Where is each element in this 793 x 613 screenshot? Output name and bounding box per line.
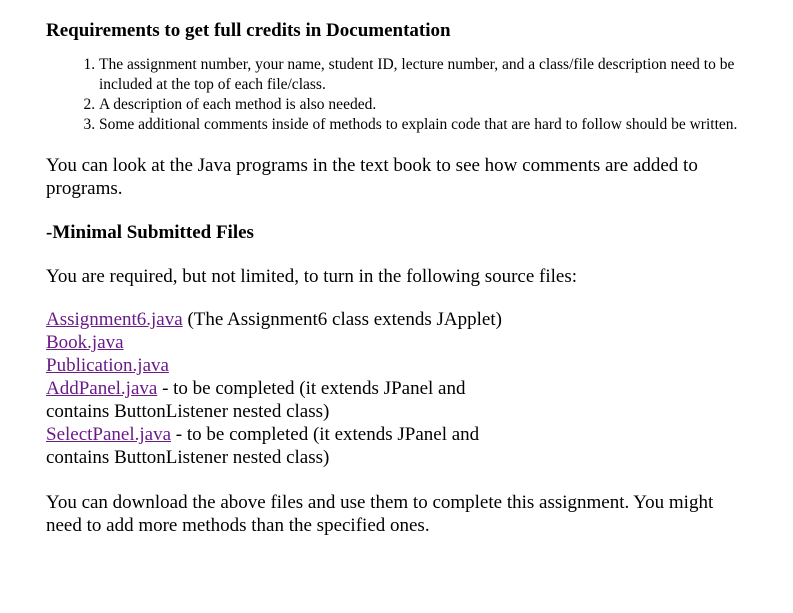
addpanel-java-link[interactable]: AddPanel.java bbox=[46, 378, 158, 399]
requirement-item: 3. Some additional comments inside of methods to explain code that are hard to follow should be written. bbox=[99, 115, 739, 135]
publication-java-link[interactable]: Publication.java bbox=[46, 355, 169, 376]
selectpanel-java-link[interactable]: SelectPanel.java bbox=[46, 424, 172, 445]
required-files-intro: You are required, but not limited, to turn in the following source files: bbox=[46, 266, 578, 287]
minimal-files-heading: -Minimal Submitted Files bbox=[46, 222, 254, 243]
download-note: You can download the above files and use them to complete this assignment. You might need to add more methods than the specified ones. bbox=[46, 492, 714, 536]
requirement-item: 1. The assignment number, your name, student ID, lecture number, and a class/file description need to be included at the top of each file/class. bbox=[99, 55, 739, 95]
file-entry bbox=[46, 377, 516, 423]
assignment6-java-link[interactable]: Assignment6.java bbox=[46, 309, 183, 330]
requirement-item: 2. A description of each method is also needed. bbox=[99, 95, 739, 115]
book-java-link[interactable]: Book.java bbox=[46, 332, 124, 353]
file-entry bbox=[46, 423, 516, 469]
requirements-heading: Requirements to get full credits in Documentation bbox=[46, 20, 451, 41]
requirements-list bbox=[46, 55, 739, 135]
file-list bbox=[46, 308, 516, 469]
file-entry bbox=[46, 331, 516, 354]
file-note: - to be completed (it extends JPanel and contains ButtonListener nested class) bbox=[46, 424, 480, 468]
file-note: (The Assignment6 class extends JApplet) bbox=[182, 309, 502, 330]
comments-note: You can look at the Java programs in the text book to see how comments are added to programs. bbox=[46, 155, 698, 199]
file-entry bbox=[46, 354, 516, 377]
file-entry bbox=[46, 308, 516, 331]
file-note: - to be completed (it extends JPanel and contains ButtonListener nested class) bbox=[46, 378, 466, 422]
